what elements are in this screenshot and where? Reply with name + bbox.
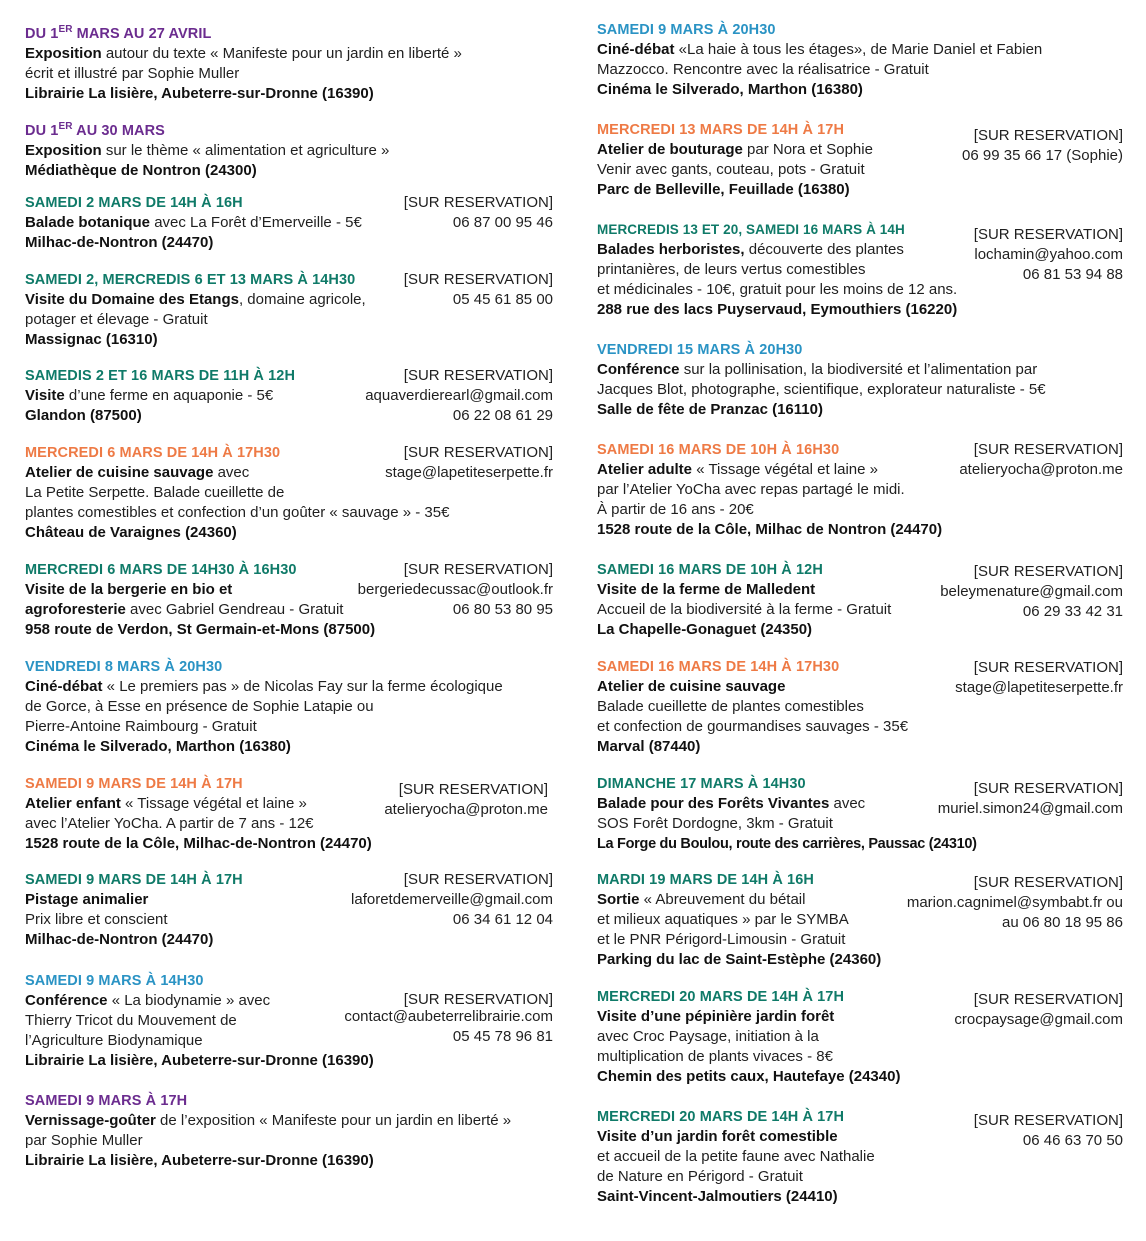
- event-balade-botanique: [25, 193, 553, 253]
- event-title-line: Balades herboristes, découverte des plantes: [597, 241, 904, 258]
- event-bergerie-bio: [25, 560, 553, 640]
- event-location: La Chapelle-Gonaguet (24350): [597, 621, 813, 638]
- reservation-label: [SUR RESERVATION]: [973, 441, 1123, 458]
- reservation-label: [SUR RESERVATION]: [403, 367, 553, 384]
- event-description: avec Croc Paysage, initiation à la: [597, 1028, 819, 1045]
- event-description: Prix libre et conscient: [25, 911, 168, 928]
- event-title-line: Balade pour des Forêts Vivantes avec: [597, 795, 866, 812]
- contact-email[interactable]: beleymenature@gmail.com: [940, 583, 1123, 600]
- contact-email[interactable]: stage@lapetiteserpette.fr: [955, 679, 1123, 696]
- contact-email[interactable]: lochamin@yahoo.com: [974, 246, 1123, 263]
- event-date: SAMEDI 9 MARS À 14H30: [25, 973, 204, 989]
- contact-phone[interactable]: 06 29 33 42 31: [1022, 603, 1123, 620]
- contact-phone[interactable]: 06 87 00 95 46: [452, 214, 553, 231]
- event-vernissage: [25, 1091, 553, 1171]
- contact-phone[interactable]: 06 80 53 80 95: [452, 601, 553, 618]
- event-title: Visite d’un jardin forêt comestible: [597, 1128, 838, 1145]
- event-description: de Nature en Périgord - Gratuit: [597, 1168, 803, 1185]
- event-cine-debat-haie: [597, 20, 1123, 100]
- reservation-label: [SUR RESERVATION]: [403, 991, 553, 1008]
- event-location: 958 route de Verdon, St Germain-et-Mons (87500): [25, 621, 376, 638]
- event-date: MERCREDI 13 MARS DE 14H À 17H: [597, 122, 845, 138]
- reservation-label: [SUR RESERVATION]: [973, 226, 1123, 243]
- reservation-label: [SUR RESERVATION]: [403, 871, 553, 888]
- event-description: Thierry Tricot du Mouvement de: [25, 1012, 237, 1029]
- event-description: et accueil de la petite faune avec Nathalie: [597, 1148, 875, 1165]
- event-description: potager et élevage - Gratuit: [25, 311, 208, 328]
- event-title-line: Exposition sur le thème « alimentation et agriculture »: [25, 141, 390, 159]
- contact-phone[interactable]: 06 22 08 61 29: [452, 407, 553, 424]
- event-date: SAMEDI 2, MERCREDIS 6 ET 13 MARS À 14H30: [25, 272, 356, 288]
- event-cine-debat-premiers-pas: [25, 657, 553, 757]
- event-atelier-cuisine-marval: [597, 657, 1123, 757]
- event-date: SAMEDI 9 MARS DE 14H À 17H: [25, 776, 243, 792]
- event-title: Sortie: [597, 891, 640, 908]
- event-description: par l’Atelier YoCha avec repas partagé le midi.: [597, 481, 905, 498]
- event-title: Visite de la bergerie en bio et: [25, 581, 233, 598]
- event-date: DU 1ER AU 30 MARS: [25, 121, 165, 139]
- event-description: écrit et illustré par Sophie Muller: [25, 64, 240, 82]
- event-date: DU 1ER MARS AU 27 AVRIL: [25, 24, 212, 42]
- event-location: Salle de fête de Pranzac (16110): [597, 401, 823, 418]
- event-title: Atelier de cuisine sauvage: [597, 678, 786, 695]
- event-location: Parc de Belleville, Feuillade (16380): [597, 181, 850, 198]
- event-title: Conférence: [597, 361, 680, 378]
- event-description: l’Agriculture Biodynamique: [25, 1032, 203, 1049]
- reservation-label: [SUR RESERVATION]: [973, 127, 1123, 144]
- event-title: Atelier de cuisine sauvage: [25, 464, 214, 481]
- reservation-label: [SUR RESERVATION]: [973, 991, 1123, 1008]
- event-forets-vivantes: [597, 774, 1123, 854]
- event-location: Librairie La lisière, Aubeterre-sur-Dronne (16390): [25, 1052, 374, 1069]
- event-location: Chemin des petits caux, Hautefaye (24340): [597, 1068, 901, 1085]
- event-title: Conférence: [25, 992, 108, 1009]
- reservation-label: [SUR RESERVATION]: [403, 194, 553, 211]
- event-location: Marval (87440): [597, 738, 701, 755]
- event-location: 288 rue des lacs Puyservaud, Eymouthiers (16220): [597, 301, 958, 318]
- event-date: VENDREDI 15 MARS À 20H30: [597, 342, 803, 358]
- event-description: Balade cueillette de plantes comestibles: [597, 698, 864, 715]
- event-date: SAMEDI 9 MARS À 20H30: [597, 22, 776, 38]
- reservation-label: [SUR RESERVATION]: [973, 780, 1123, 797]
- event-title: Balades herboristes,: [597, 241, 745, 258]
- event-title-line: Sortie « Abreuvement du bétail: [597, 891, 806, 908]
- event-title: Visite de la ferme de Malledent: [597, 581, 816, 598]
- event-location: Glandon (87500): [25, 407, 142, 424]
- event-title: Visite du Domaine des Etangs: [25, 291, 239, 308]
- event-description: et médicinales - 10€, gratuit pour les moins de 12 ans.: [597, 281, 958, 298]
- event-location: Médiathèque de Nontron (24300): [25, 161, 257, 179]
- event-title-line: Balade botanique avec La Forêt d’Emerveille - 5€: [25, 214, 362, 231]
- event-location: Château de Varaignes (24360): [25, 524, 237, 541]
- event-title-line: Atelier de bouturage par Nora et Sophie: [597, 141, 873, 158]
- event-location: 1528 route de la Côle, Milhac de Nontron (24470): [597, 521, 943, 538]
- event-title: Visite: [25, 387, 65, 404]
- event-exposition-manifeste: [25, 20, 553, 104]
- event-domaine-des-etangs: [25, 270, 553, 350]
- event-balades-herboristes: [597, 220, 1123, 320]
- contact-email[interactable]: muriel.simon24@gmail.com: [937, 800, 1123, 817]
- event-title-line: Vernissage-goûter de l’exposition « Manifeste pour un jardin en liberté »: [25, 1112, 512, 1129]
- event-date: DIMANCHE 17 MARS À 14H30: [597, 776, 806, 792]
- event-title: Atelier enfant: [25, 795, 121, 812]
- contact-email[interactable]: laforetdemerveille@gmail.com: [351, 891, 553, 908]
- event-description: par Sophie Muller: [25, 1132, 143, 1149]
- event-sortie-abreuvement: [597, 870, 1123, 970]
- event-date: MERCREDI 20 MARS DE 14H À 17H: [597, 1109, 845, 1125]
- event-title-continued: agroforesterie: [25, 601, 126, 618]
- event-atelier-cuisine-varaignes: [25, 443, 553, 543]
- event-title-line: Ciné-débat «La haie à tous les étages», de Marie Daniel et Fabien: [597, 41, 1043, 58]
- event-date: SAMEDI 9 MARS À 17H: [25, 1093, 188, 1109]
- reservation-label: [SUR RESERVATION]: [403, 444, 553, 461]
- event-date: SAMEDI 9 MARS DE 14H À 17H: [25, 872, 243, 888]
- contact-email[interactable]: crocpaysage@gmail.com: [954, 1011, 1123, 1028]
- event-description: plantes comestibles et confection d’un goûter « sauvage » - 35€: [25, 504, 450, 521]
- event-location: La Forge du Boulou, route des carrières, Paussac (24310): [597, 836, 977, 852]
- event-title-line: Atelier de cuisine sauvage avec: [25, 464, 250, 481]
- event-location: Librairie La lisière, Aubeterre-sur-Dronne (16390): [25, 84, 374, 102]
- event-location: 1528 route de la Côle, Milhac-de-Nontron (24470): [25, 835, 372, 852]
- contact-email[interactable]: aquaverdierearl@gmail.com: [365, 387, 553, 404]
- contact-phone[interactable]: 05 45 61 85 00: [452, 291, 553, 308]
- reservation-label: [SUR RESERVATION]: [973, 874, 1123, 891]
- contact-email[interactable]: bergeriedecussac@outlook.fr: [357, 581, 553, 598]
- event-description: Mazzocco. Rencontre avec la réalisatrice - Gratuit: [597, 61, 929, 78]
- event-description: avec l’Atelier YoCha. A partir de 7 ans - 12€: [25, 815, 314, 832]
- event-title: Atelier adulte: [597, 461, 693, 478]
- event-description: multiplication de plants vivaces - 8€: [597, 1048, 833, 1065]
- contact-email[interactable]: atelieryocha@proton.me: [959, 461, 1123, 478]
- reservation-label: [SUR RESERVATION]: [973, 563, 1123, 580]
- event-description: SOS Forêt Dordogne, 3km - Gratuit: [597, 815, 833, 832]
- event-date: MERCREDI 20 MARS DE 14H À 17H: [597, 989, 845, 1005]
- event-description: et confection de gourmandises sauvages - 35€: [597, 718, 909, 735]
- event-title: Exposition: [25, 141, 102, 159]
- event-title: Atelier de bouturage: [597, 141, 743, 158]
- event-conference-biodynamie: [25, 971, 553, 1071]
- contact-phone[interactable]: 06 46 63 70 50: [1022, 1132, 1123, 1149]
- contact-phone[interactable]: au 06 80 18 95 86: [1002, 914, 1123, 931]
- contact-phone[interactable]: 06 99 35 66 17 (Sophie): [962, 147, 1123, 164]
- event-description: Jacques Blot, photographe, scientifique, explorateur naturaliste - 5€: [597, 381, 1046, 398]
- contact-phone[interactable]: 06 81 53 94 88: [1022, 266, 1123, 283]
- event-title: Vernissage-goûter: [25, 1112, 156, 1129]
- event-pepiniere-jardin-foret: [597, 987, 1123, 1087]
- event-description: et milieux aquatiques » par le SYMBA: [597, 911, 849, 928]
- event-location: Cinéma le Silverado, Marthon (16380): [25, 738, 291, 755]
- event-location: Librairie La lisière, Aubeterre-sur-Dronne (16390): [25, 1152, 374, 1169]
- event-description: À partir de 16 ans - 20€: [597, 501, 754, 518]
- event-title: Exposition: [25, 44, 102, 62]
- event-date: SAMEDI 16 MARS DE 14H À 17H30: [597, 659, 840, 675]
- event-atelier-enfant: [25, 774, 553, 854]
- event-date: MERCREDI 6 MARS DE 14H30 À 16H30: [25, 562, 297, 578]
- event-title-line: Conférence « La biodynamie » avec: [25, 992, 271, 1009]
- reservation-label: [SUR RESERVATION]: [398, 781, 548, 798]
- event-location: Massignac (16310): [25, 331, 158, 348]
- event-date: SAMEDI 16 MARS DE 10H À 16H30: [597, 442, 840, 458]
- event-ferme-malledent: [597, 560, 1123, 640]
- event-date: MARDI 19 MARS DE 14H À 16H: [597, 872, 814, 888]
- contact-email[interactable]: stage@lapetiteserpette.fr: [385, 464, 553, 481]
- event-jardin-foret-comestible: [597, 1107, 1123, 1207]
- event-location: Cinéma le Silverado, Marthon (16380): [597, 81, 863, 98]
- contact-email[interactable]: atelieryocha@proton.me: [384, 801, 548, 818]
- event-location: Milhac-de-Nontron (24470): [25, 931, 214, 948]
- event-title: Visite d’une pépinière jardin forêt: [597, 1008, 835, 1025]
- event-date: VENDREDI 8 MARS À 20H30: [25, 659, 223, 675]
- event-title: Ciné-débat: [25, 678, 103, 695]
- event-location: Milhac-de-Nontron (24470): [25, 234, 214, 251]
- event-description: Accueil de la biodiversité à la ferme - Gratuit: [597, 601, 892, 618]
- event-title-line: Conférence sur la pollinisation, la biodiversité et l’alimentation par: [597, 361, 1038, 378]
- reservation-label: [SUR RESERVATION]: [973, 1112, 1123, 1129]
- event-ferme-aquaponie: [25, 366, 553, 426]
- contact-email[interactable]: contact@aubeterrelibrairie.com: [344, 1008, 553, 1025]
- event-title-line: Atelier adulte « Tissage végétal et laine »: [597, 461, 878, 478]
- event-conference-pollinisation: [597, 340, 1123, 420]
- event-title-line: Visite du Domaine des Etangs, domaine agricole,: [25, 291, 366, 308]
- event-description: Pierre-Antoine Raimbourg - Gratuit: [25, 718, 257, 735]
- event-title: Balade pour des Forêts Vivantes: [597, 795, 830, 812]
- event-exposition-alimentation: [25, 117, 553, 181]
- reservation-label: [SUR RESERVATION]: [403, 561, 553, 578]
- event-location: Parking du lac de Saint-Estèphe (24360): [597, 951, 882, 968]
- contact-email[interactable]: marion.cagnimel@symbabt.fr ou: [906, 894, 1123, 911]
- event-description: et le PNR Périgord-Limousin - Gratuit: [597, 931, 846, 948]
- event-description: printanières, de leurs vertus comestibles: [597, 261, 866, 278]
- event-atelier-bouturage: [597, 120, 1123, 200]
- contact-phone[interactable]: 06 34 61 12 04: [452, 911, 553, 928]
- event-title: Balade botanique: [25, 214, 151, 231]
- event-title: Pistage animalier: [25, 891, 149, 908]
- event-title-line: Visite d’une ferme en aquaponie - 5€: [25, 387, 274, 404]
- event-title-line: Exposition autour du texte « Manifeste pour un jardin en liberté »: [25, 44, 462, 62]
- reservation-label: [SUR RESERVATION]: [403, 271, 553, 288]
- event-location: Saint-Vincent-Jalmoutiers (24410): [597, 1188, 838, 1205]
- event-description: La Petite Serpette. Balade cueillette de: [25, 484, 285, 501]
- event-date: SAMEDI 16 MARS DE 10H À 12H: [597, 562, 823, 578]
- event-description: Venir avec gants, couteau, pots - Gratuit: [597, 161, 865, 178]
- event-date: MERCREDI 6 MARS DE 14H À 17H30: [25, 445, 281, 461]
- event-pistage-animalier: [25, 870, 553, 950]
- event-title: Ciné-débat: [597, 41, 675, 58]
- event-atelier-adulte: [597, 440, 1123, 540]
- event-date: SAMEDIS 2 ET 16 MARS DE 11H À 12H: [25, 368, 296, 384]
- event-date: SAMEDI 2 MARS DE 14H À 16H: [25, 195, 243, 211]
- event-date: MERCREDIS 13 ET 20, SAMEDI 16 MARS À 14H: [597, 222, 905, 237]
- contact-phone[interactable]: 05 45 78 96 81: [452, 1028, 553, 1045]
- event-title-line: Ciné-débat « Le premiers pas » de Nicolas Fay sur la ferme écologique: [25, 678, 503, 695]
- event-title-line: agroforesterie avec Gabriel Gendreau - Gratuit: [25, 601, 344, 618]
- reservation-label: [SUR RESERVATION]: [973, 659, 1123, 676]
- event-title-line: Atelier enfant « Tissage végétal et laine »: [25, 795, 307, 812]
- event-description: de Gorce, à Esse en présence de Sophie Latapie ou: [25, 698, 374, 715]
